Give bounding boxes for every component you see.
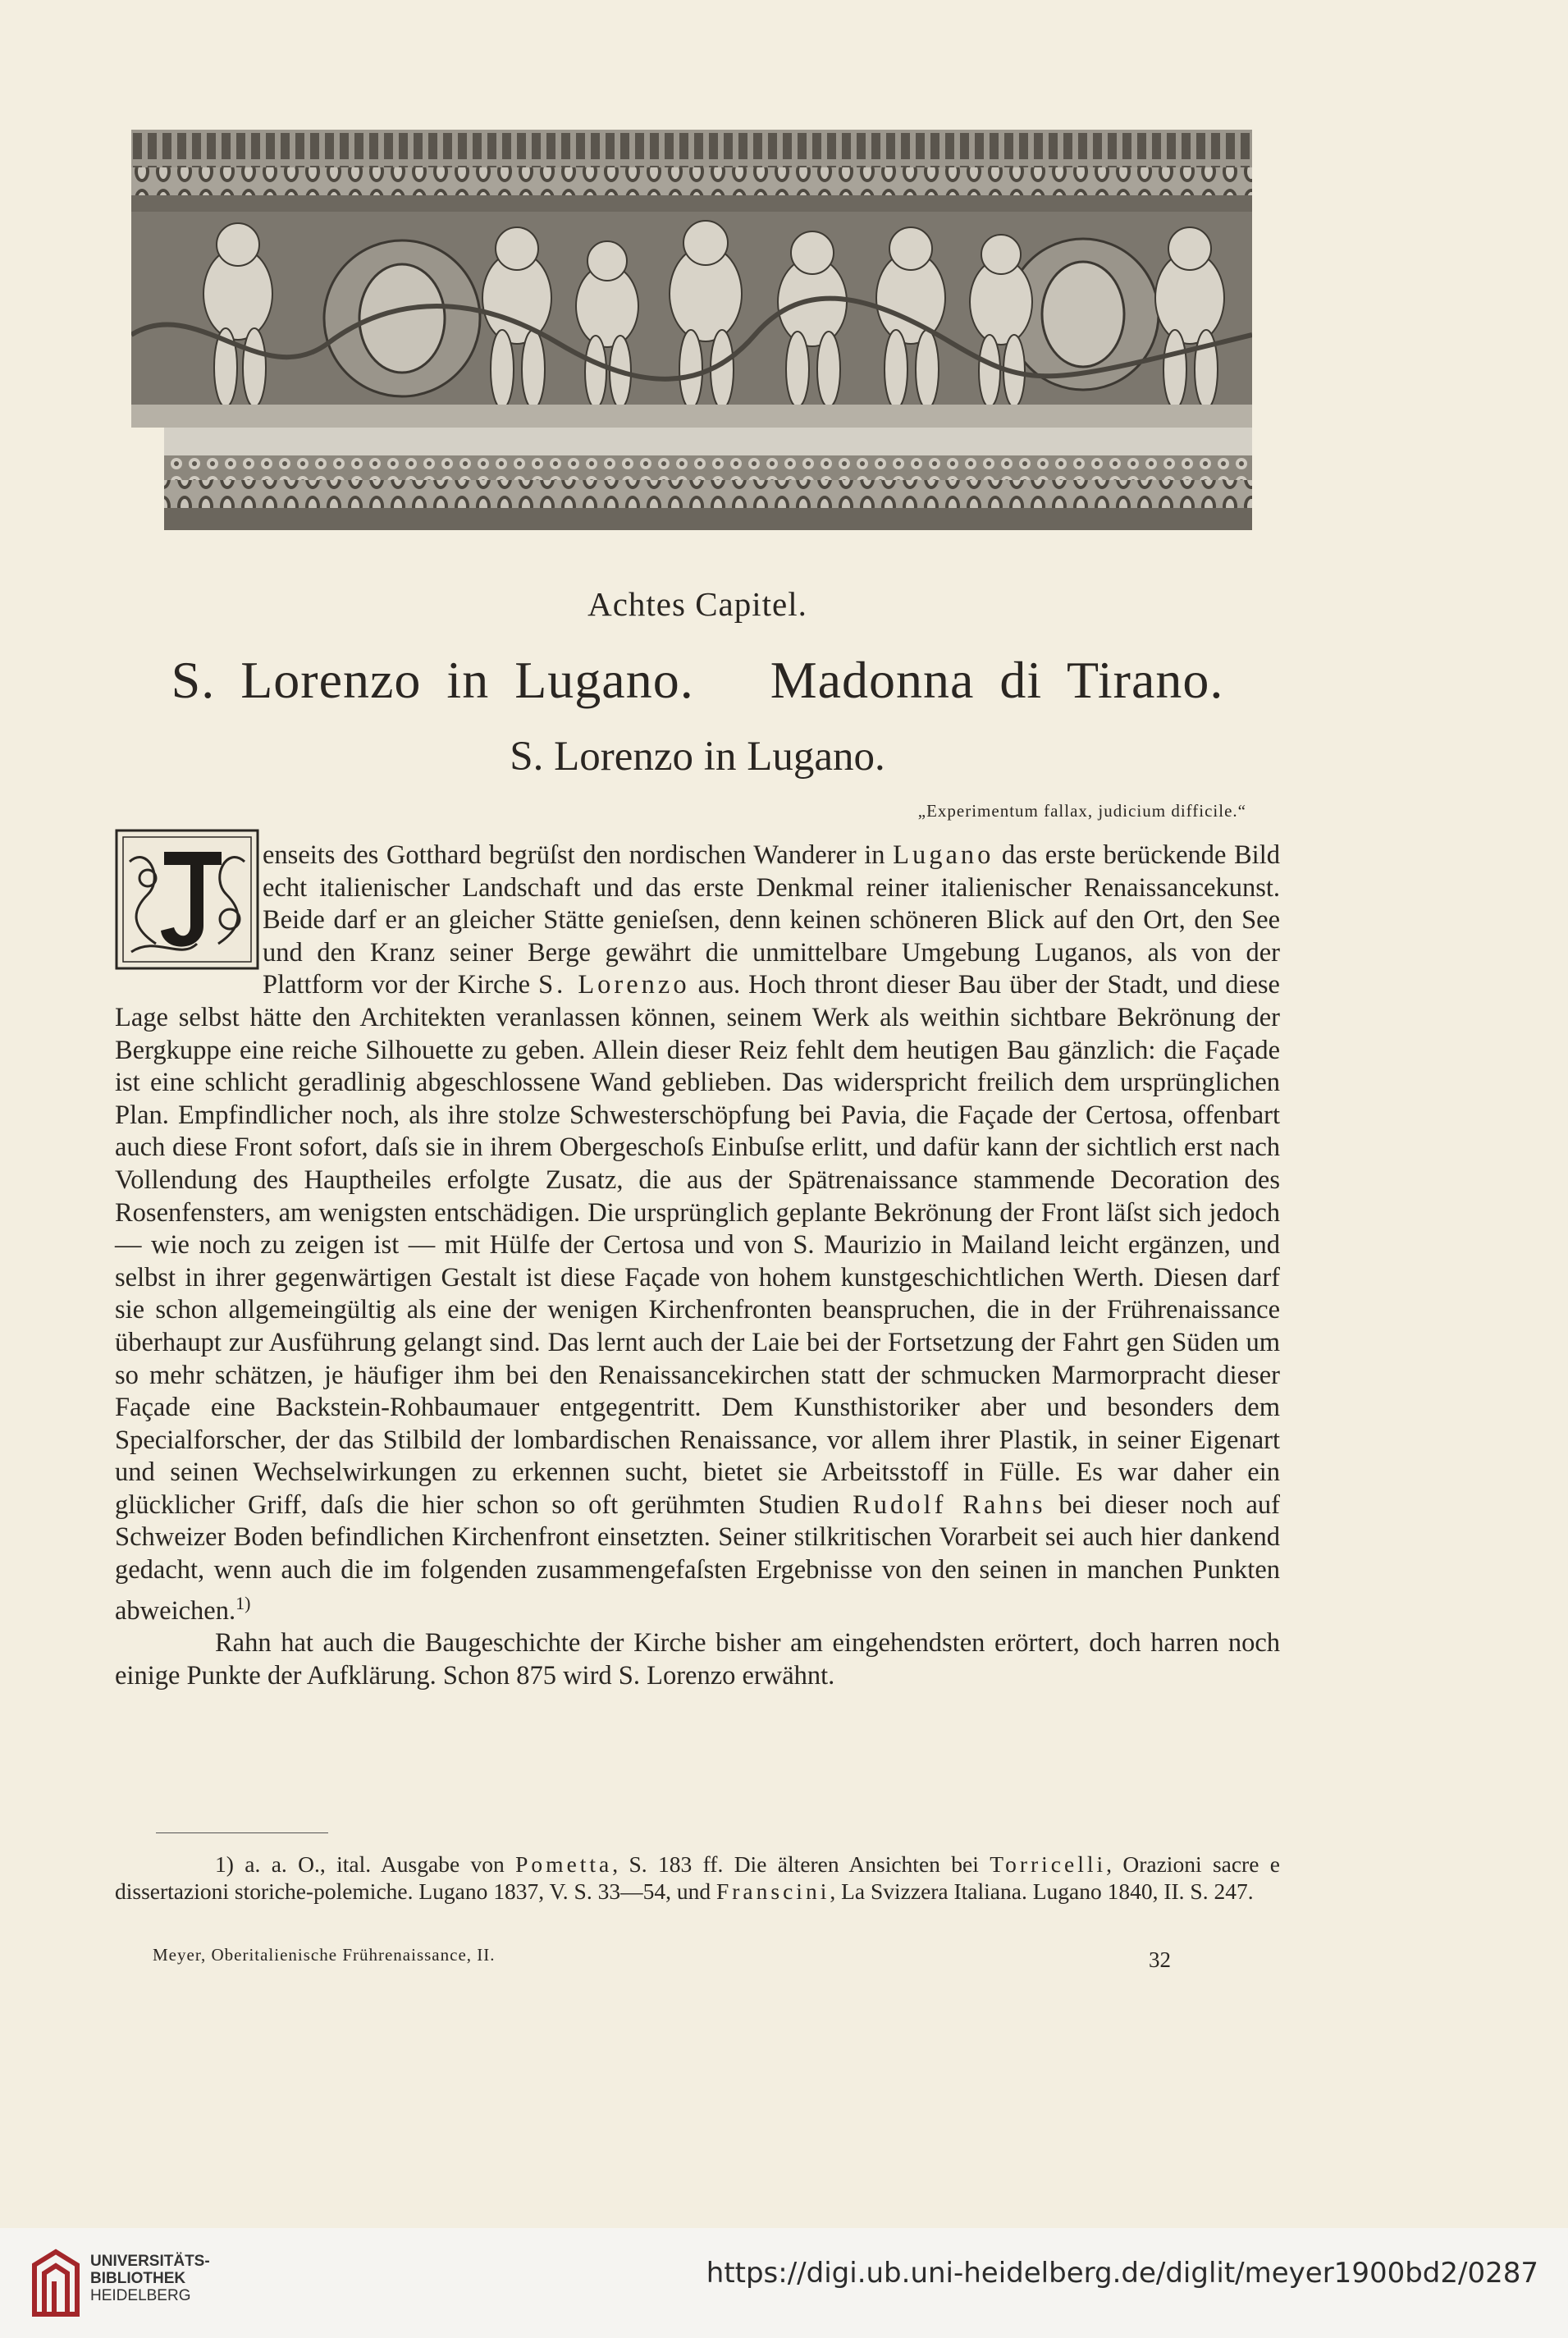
page-number: 32 [1149, 1947, 1171, 1972]
body-text: enseits des Gotthard begrüſst den nordischen Wanderer in Lugano das erste berückende Bild echt italienischer Landschaft und das erste Denkmal reiner italienischer Renaissancekunst. Beide darf er an gleicher Stätte genieſsen, denn keinen schöneren Blick auf den Ort, den See und den Kranz seiner Berge gewährt die unmittelbare Umgebung Luganos, als von der Plattform vor der Kirche S. Lorenzo aus. Hoch thront dieser Bau über der Stadt, und diese Lage selbst hätte den Architekten veranlassen können, seinem Werk als weithin sichtbare Bekrönung der Bergkuppe eine reiche Silhouette zu geben. Allein dieser Reiz fehlt dem heutigen Bau gänzlich: die Façade ist eine schlicht geradlinig abgeschlossene Wand geblieben. Das widerspricht freilich dem ursprünglichen Plan. Empfindlicher noch, als ihre stolze Schwesterschöpfung bei Pavia, die Façade der Certosa, offenbart auch diese Front sofort, daſs sie in ihrem Obergeschoſs Einbuſse erlitt, und dafür kann der sichtlich erst nach Vollendung des Hauptheiles erfolgte Zusatz, die aus der Spätrenaissance stammende Decoration des Rosenfensters, am wenigsten entschädigen. Die ursprünglich geplante Bekrönung der Front läſst sich jedoch — wie noch zu zeigen ist — mit Hülfe der Certosa und von S. Maurizio in Mailand leicht ergänzen, und selbst in ihrer gegenwärtigen Gestalt ist diese Façade von hohem kunstgeschichtlichen Werth. Diesen darf sie schon allgemeingültig als eine der wenigen Kirchenfronten beanspruchen, die in der Frührenaissance überhaupt zur Ausführung gelangt sind. Das lernt auch der Laie bei der Fortsetzung der Fahrt gen Süden um so mehr schätzen, je häufiger ihm bei den Renaissancekirchen statt der schmucken Marmorpracht dieser Façade eine Backstein-Rohbaumauer entgegentritt. Dem Kunsthistoriker aber und besonders dem Specialforscher, der das Stilbild der lombardischen Renaissance, vor allem ihrer Plastik, in seiner Eigenart und seinen Wechselwirkungen zu erkennen sucht, bietet sie Arbeitsstoff in Fülle. Es war daher ein glücklicher Griff, daſs die hier schon so oft gerühmten Studien Rudolf Rahns bei dieser noch auf Schweizer Boden befindlichen Kirchenfront einsetzten. Seiner stilkritischen Vorarbeit sei auch hier dankend gedacht, wenn auch die im folgenden zusammengefaſsten Ergebnisse von den seinen in manchen Punkten abweichen.$^{1)}$ Rahn hat auch die Baugeschichte der Kirche bisher am eingehendsten erörtert, doch harren noch einige Punkte der Aufklärung. Schon 875 wird S. Lorenzo erwähnt. [115, 840, 1280, 1692]
library-name: UNIVERSITÄTS- BIBLIOTHEK HEIDELBERG [90, 2253, 210, 2304]
permalink-url[interactable]: https://digi.ub.uni-heidelberg.de/diglit/meyer1900bd2/0287 [706, 2257, 1538, 2290]
footnote: 1) a. a. O., ital. Ausgabe von Pometta, S. 183 ff. Die älteren Ansichten bei Torricelli, Orazioni sacre e dissertazioni storiche-polemiche. Lugano 1837, V. S. 33—54, und Franscini, La Svizzera Italiana. Lugano 1840, II. S. 247. [115, 1851, 1280, 1904]
motto-quote: „Experimentum fallax, judicium difficile.“ [917, 801, 1246, 821]
frieze-illustration [131, 130, 1252, 530]
footnote-marker: 1) [235, 1592, 251, 1613]
library-logo-icon [30, 2249, 82, 2319]
emphasis-lugano: Lugano [893, 840, 994, 870]
chapter-number: Achtes Capitel. [587, 585, 807, 623]
section-title: S. Lorenzo in Lugano. [510, 734, 885, 780]
emphasis-s-lorenzo: S. Lorenzo [538, 970, 690, 1000]
running-footer: Meyer, Oberitalienische Frührenaissance, II. [153, 1945, 496, 1965]
chapter-title: S. Lorenzo in Lugano. Madonna di Tirano. [171, 651, 1224, 709]
paragraph-2: Rahn hat auch die Baugeschichte der Kirche bisher am eingehendsten erörtert, doch harren noch einige Punkte der Aufklärung. Schon 875 wird S. Lorenzo erwähnt. [115, 1628, 1280, 1691]
emphasis-rudolf-rahns: Rudolf Rahns [853, 1489, 1046, 1520]
footnote-rule [156, 1832, 328, 1833]
